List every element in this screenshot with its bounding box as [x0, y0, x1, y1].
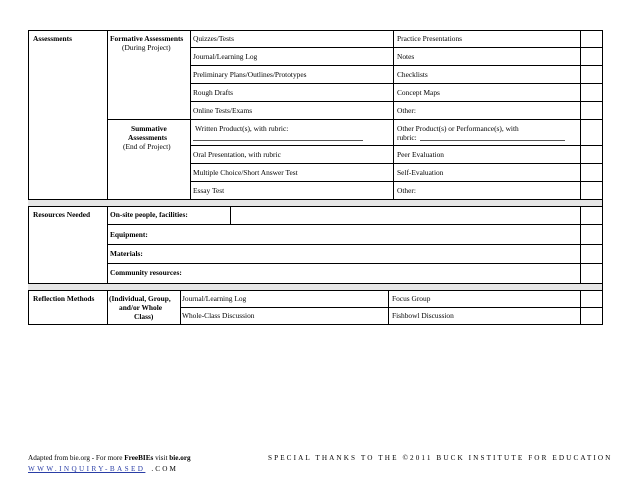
resource-item: On-site people, facilities: [110, 210, 188, 219]
write-line[interactable] [420, 140, 565, 141]
resource-item: Materials: [110, 249, 143, 258]
section-separator [28, 283, 602, 291]
summative-cell: Other: [397, 186, 416, 195]
table-border-top [28, 30, 602, 31]
reflection-cell: Journal/Learning Log [182, 294, 247, 303]
footer-adapted-text: Adapted from bie.org - For more [28, 454, 125, 462]
footer-bie-link[interactable]: bie.org [169, 454, 191, 462]
formative-label: Formative Assessments [110, 34, 184, 43]
table-border-bottom [28, 324, 602, 325]
footer-visit: visit [153, 454, 170, 462]
row-line [107, 244, 602, 245]
summative-sub: (End of Project) [123, 142, 171, 151]
formative-cell: Concept Maps [397, 88, 440, 97]
summative-cell: Peer Evaluation [397, 150, 444, 159]
row-line [180, 307, 602, 308]
reflection-label: Reflection Methods [33, 294, 95, 303]
row-line [107, 119, 602, 120]
formative-cell: Notes [397, 52, 415, 61]
table-border-right [602, 30, 603, 325]
row-line [190, 163, 602, 164]
formative-cell: Practice Presentations [397, 34, 463, 43]
col-divider [107, 30, 108, 200]
col-divider [107, 206, 108, 284]
footer-website-link[interactable]: WWW.INQUIRY-BASED [28, 465, 146, 473]
summative-cell: Self-Evaluation [397, 168, 444, 177]
row-line [190, 83, 602, 84]
row-line [190, 65, 602, 66]
footer-website-suffix: .COM [151, 465, 178, 473]
summative-cell: rubric: [397, 133, 417, 142]
reflection-method-label: (Individual, Group, [109, 294, 171, 303]
summative-cell: Written Product(s), with rubric: [195, 124, 289, 133]
summative-cell: Multiple Choice/Short Answer Test [193, 168, 298, 177]
row-line [190, 181, 602, 182]
footer-thanks: SPECIAL THANKS TO THE ©2011 BUCK INSTITUTE FOR EDUCATION [268, 454, 613, 462]
formative-cell: Rough Drafts [193, 88, 234, 97]
row-line [190, 47, 602, 48]
col-divider [580, 206, 581, 284]
summative-label: Summative [131, 124, 167, 133]
row-line [190, 101, 602, 102]
formative-cell: Checklists [397, 70, 428, 79]
summative-cell: Other Product(s) or Performance(s), with [397, 124, 519, 133]
reflection-method-label: and/or Whole [119, 303, 163, 312]
reflection-cell: Fishbowl Discussion [392, 311, 454, 320]
col-divider [107, 290, 108, 325]
col-divider [393, 30, 394, 200]
resource-item: Equipment: [110, 230, 148, 239]
formative-sub: (During Project) [122, 43, 171, 52]
reflection-cell: Whole-Class Discussion [182, 311, 255, 320]
summative-cell: Oral Presentation, with rubric [193, 150, 281, 159]
row-line [107, 263, 602, 264]
row-line [190, 145, 602, 146]
formative-cell: Preliminary Plans/Outlines/Prototypes [193, 70, 307, 79]
formative-cell: Other: [397, 106, 416, 115]
col-divider [230, 206, 231, 224]
summative-cell: Essay Test [193, 186, 225, 195]
formative-cell: Online Tests/Exams [193, 106, 253, 115]
reflection-cell: Focus Group [392, 294, 431, 303]
write-line[interactable] [193, 140, 363, 141]
formative-cell: Journal/Learning Log [193, 52, 258, 61]
footer-website [28, 465, 178, 474]
resources-label: Resources Needed [33, 210, 91, 219]
formative-cell: Quizzes/Tests [193, 34, 234, 43]
assessments-label: Assessments [33, 34, 73, 43]
footer-adapted [28, 454, 191, 463]
section-separator [28, 199, 602, 207]
summative-label: Assessments [128, 133, 168, 142]
col-divider [580, 30, 581, 200]
col-divider [190, 30, 191, 200]
table-border-left [28, 30, 29, 325]
footer-freebies: FreeBIEs [124, 454, 154, 462]
resource-item: Community resources: [110, 268, 182, 277]
reflection-method-label: Class) [134, 312, 154, 321]
row-line [107, 224, 602, 225]
